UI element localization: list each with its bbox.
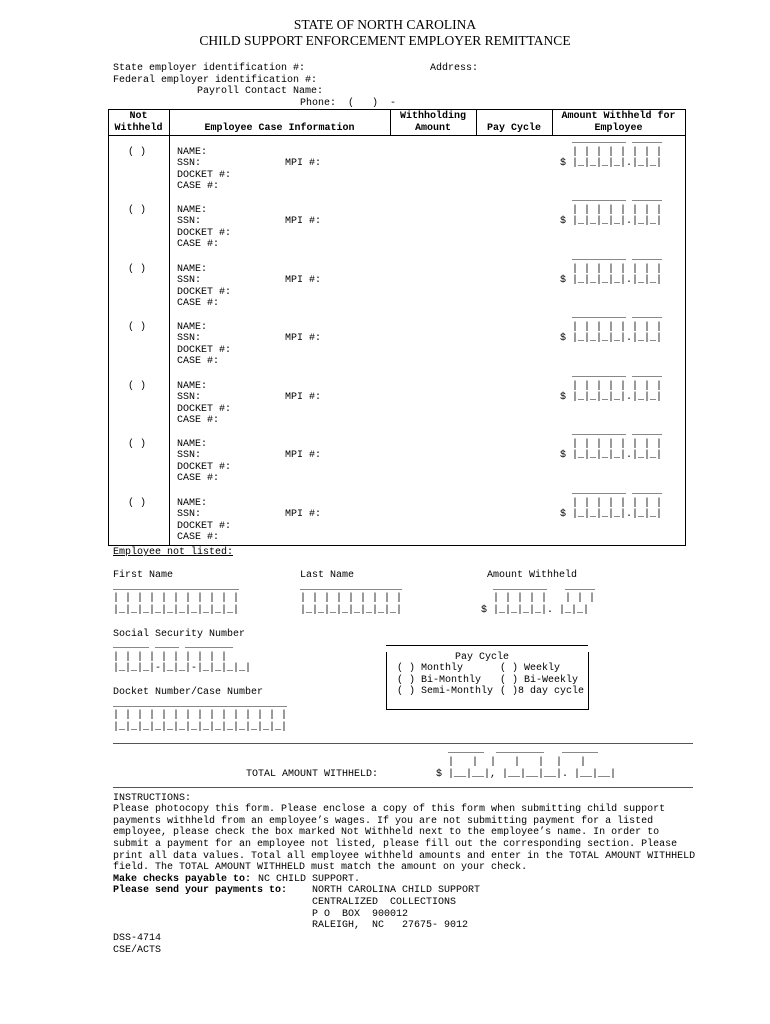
docket-case-label: Docket Number/Case Number bbox=[113, 687, 264, 698]
not-withheld-checkbox[interactable]: ( ) bbox=[128, 439, 147, 450]
ssn-box-top: ______ ____ ________ bbox=[113, 640, 234, 651]
col-header-not-withheld-2: Withheld bbox=[114, 123, 163, 134]
amount-box-mid[interactable]: | | | | | | | | bbox=[572, 147, 663, 158]
first-name-label: First Name bbox=[113, 570, 174, 581]
name-label: NAME: bbox=[177, 205, 208, 216]
ssn-label: SSN: bbox=[177, 509, 202, 520]
case-label: CASE #: bbox=[177, 356, 220, 367]
instructions-heading: INSTRUCTIONS: bbox=[113, 793, 192, 804]
amount-withheld-label: Amount Withheld bbox=[487, 570, 578, 581]
mailing-address-line: NORTH CAROLINA CHILD SUPPORT bbox=[312, 885, 481, 896]
col-header-withholding: Withholding bbox=[399, 111, 466, 122]
ssn-label: SSN: bbox=[177, 275, 202, 286]
not-withheld-checkbox[interactable]: ( ) bbox=[128, 381, 147, 392]
docket-label: DOCKET #: bbox=[177, 521, 232, 532]
col-header-pay-cycle: Pay Cycle bbox=[486, 123, 541, 134]
ssn-label: SSN: bbox=[177, 158, 202, 169]
docket-label: DOCKET #: bbox=[177, 287, 232, 298]
name-label: NAME: bbox=[177, 498, 208, 509]
form-number: DSS-4714 bbox=[113, 933, 162, 944]
docket-label: DOCKET #: bbox=[177, 404, 232, 415]
not-withheld-checkbox[interactable]: ( ) bbox=[128, 205, 147, 216]
ssn-box-bottom[interactable]: |_|_|_|-|_|_|-|_|_|_|_| bbox=[113, 663, 252, 674]
col-header-amount-withheld: Amount Withheld for bbox=[561, 111, 676, 122]
name-label: NAME: bbox=[177, 147, 208, 158]
mpi-label: MPI #: bbox=[285, 275, 322, 286]
col-header-not-withheld: Not bbox=[129, 111, 148, 122]
not-withheld-checkbox[interactable]: ( ) bbox=[128, 147, 147, 158]
state-employer-id-label: State employer identification #: bbox=[113, 63, 306, 74]
name-label: NAME: bbox=[177, 264, 208, 275]
last-name-box-top: _________________ bbox=[300, 582, 403, 593]
total-amount-input[interactable]: $ |__|__|, |__|__|__|. |__|__| bbox=[436, 769, 617, 780]
pay-cycle-bi-monthly[interactable]: ( ) Bi-Monthly bbox=[397, 675, 482, 686]
amount-box-top: _________ _____ bbox=[572, 193, 663, 204]
phone-label: Phone: ( ) - bbox=[300, 98, 397, 109]
mpi-label: MPI #: bbox=[285, 392, 322, 403]
ssn-label: SSN: bbox=[177, 450, 202, 461]
instructions-line: employee, please check the box marked Not Withheld next to the employee’s name. In order to bbox=[113, 827, 660, 838]
amount-box-bottom[interactable]: $ |_|_|_|_|.|_|_| bbox=[560, 392, 663, 403]
docket-label: DOCKET #: bbox=[177, 228, 232, 239]
amount-box-mid[interactable]: | | | | | | | | bbox=[572, 205, 663, 216]
first-name-box-top: _____________________ bbox=[113, 582, 240, 593]
case-label: CASE #: bbox=[177, 532, 220, 543]
mailing-address-line: RALEIGH, NC 27675- 9012 bbox=[312, 920, 469, 931]
amount-box-bottom[interactable]: $ |_|_|_|_|.|_|_| bbox=[560, 333, 663, 344]
amount-withheld-input[interactable]: | | | | | | | | bbox=[481, 593, 596, 604]
amount-withheld-box-bottom[interactable]: $ |_|_|_|_|. |_|_| bbox=[481, 605, 590, 616]
total-box-mid[interactable]: | | | | | | | bbox=[448, 757, 587, 768]
amount-box-bottom[interactable]: $ |_|_|_|_|.|_|_| bbox=[560, 450, 663, 461]
case-label: CASE #: bbox=[177, 473, 220, 484]
pay-cycle-semi-monthly[interactable]: ( ) Semi-Monthly bbox=[397, 686, 494, 697]
ssn-input[interactable]: | | | | | | | | | | bbox=[113, 652, 228, 663]
amount-box-mid[interactable]: | | | | | | | | bbox=[572, 439, 663, 450]
pay-cycle-monthly[interactable]: ( ) Monthly bbox=[397, 663, 464, 674]
case-label: CASE #: bbox=[177, 298, 220, 309]
address-label: Address: bbox=[430, 63, 479, 74]
not-withheld-checkbox[interactable]: ( ) bbox=[128, 264, 147, 275]
instructions-line: payments withheld from an employee’s wages. If you are not submitting payment for a listed bbox=[113, 816, 654, 827]
divider bbox=[113, 787, 693, 788]
payable-label: Make checks payable to: bbox=[113, 874, 252, 885]
amount-box-top: _________ _____ bbox=[572, 486, 663, 497]
name-label: NAME: bbox=[177, 439, 208, 450]
pay-cycle-bi-weekly[interactable]: ( ) Bi-Weekly bbox=[500, 675, 579, 686]
total-amount-label: TOTAL AMOUNT WITHHELD: bbox=[246, 769, 379, 780]
amount-box-top: _________ _____ bbox=[572, 135, 663, 146]
amount-box-bottom[interactable]: $ |_|_|_|_|.|_|_| bbox=[560, 216, 663, 227]
pay-cycle-eight-day[interactable]: ( )8 day cycle bbox=[500, 686, 585, 697]
mailing-address-line: P O BOX 900012 bbox=[312, 909, 409, 920]
amount-box-mid[interactable]: | | | | | | | | bbox=[572, 322, 663, 333]
divider bbox=[113, 743, 693, 744]
last-name-label: Last Name bbox=[300, 570, 355, 581]
ssn-label: SSN: bbox=[177, 333, 202, 344]
name-label: NAME: bbox=[177, 381, 208, 392]
case-label: CASE #: bbox=[177, 415, 220, 426]
col-header-withholding-2: Amount bbox=[414, 123, 451, 134]
mpi-label: MPI #: bbox=[285, 333, 322, 344]
form-title: STATE OF NORTH CAROLINA bbox=[293, 17, 477, 32]
docket-box-top: _____________________________ bbox=[113, 699, 288, 710]
federal-employer-id-label: Federal employer identification #: bbox=[113, 75, 318, 86]
form-subtitle: CHILD SUPPORT ENFORCEMENT EMPLOYER REMITTANCE bbox=[199, 33, 571, 48]
instructions-line: field. The TOTAL AMOUNT WITHHELD must match the amount on your check. bbox=[113, 862, 528, 873]
amount-box-mid[interactable]: | | | | | | | | bbox=[572, 264, 663, 275]
first-name-box-bottom[interactable]: |_|_|_|_|_|_|_|_|_|_| bbox=[113, 605, 240, 616]
ssn-label: SSN: bbox=[177, 216, 202, 227]
docket-label: DOCKET #: bbox=[177, 345, 232, 356]
instructions-line: print all data values. Total all employee withheld amounts and enter in the TOTAL AMOUNT WITHHELD bbox=[113, 851, 696, 862]
amount-box-bottom[interactable]: $ |_|_|_|_|.|_|_| bbox=[560, 158, 663, 169]
mailing-address-line: CENTRALIZED COLLECTIONS bbox=[312, 897, 457, 908]
employee-not-listed-heading: Employee not listed: bbox=[113, 547, 234, 558]
amount-box-bottom[interactable]: $ |_|_|_|_|.|_|_| bbox=[560, 275, 663, 286]
instructions-line: submit a payment for an employee not listed, please fill out the corresponding section. Please bbox=[113, 839, 678, 850]
docket-label: DOCKET #: bbox=[177, 462, 232, 473]
amount-box-mid[interactable]: | | | | | | | | bbox=[572, 498, 663, 509]
amount-withheld-box-top: _________ _____ bbox=[493, 582, 596, 593]
pay-cycle-weekly[interactable]: ( ) Weekly bbox=[500, 663, 561, 674]
last-name-box-bottom[interactable]: |_|_|_|_|_|_|_|_| bbox=[300, 605, 403, 616]
mpi-label: MPI #: bbox=[285, 509, 322, 520]
mpi-label: MPI #: bbox=[285, 158, 322, 169]
not-withheld-checkbox[interactable]: ( ) bbox=[128, 322, 147, 333]
case-label: CASE #: bbox=[177, 181, 220, 192]
ssn-label-not-listed: Social Security Number bbox=[113, 629, 246, 640]
amount-box-top: _________ _____ bbox=[572, 310, 663, 321]
amount-box-top: _________ _____ bbox=[572, 427, 663, 438]
first-name-input[interactable]: | | | | | | | | | | | bbox=[113, 593, 240, 604]
docket-case-input[interactable]: | | | | | | | | | | | | | | | bbox=[113, 710, 288, 721]
amount-box-top: _________ _____ bbox=[572, 252, 663, 263]
docket-label: DOCKET #: bbox=[177, 170, 232, 181]
mpi-label: MPI #: bbox=[285, 216, 322, 227]
last-name-input[interactable]: | | | | | | | | | bbox=[300, 593, 403, 604]
instructions-line: Please photocopy this form. Please enclose a copy of this form when submitting child support bbox=[113, 804, 666, 815]
total-box-top: ______ ________ ______ bbox=[448, 745, 599, 756]
amount-box-top: _________ _____ bbox=[572, 369, 663, 380]
col-header-amount-withheld-2: Employee bbox=[594, 123, 643, 134]
docket-box-bottom[interactable]: |_|_|_|_|_|_|_|_|_|_|_|_|_|_| bbox=[113, 722, 288, 733]
mpi-label: MPI #: bbox=[285, 450, 322, 461]
amount-box-mid[interactable]: | | | | | | | | bbox=[572, 381, 663, 392]
send-payments-label: Please send your payments to: bbox=[113, 885, 288, 896]
payable-value: NC CHILD SUPPORT. bbox=[258, 874, 361, 885]
ssn-label: SSN: bbox=[177, 392, 202, 403]
name-label: NAME: bbox=[177, 322, 208, 333]
form-code: CSE/ACTS bbox=[113, 945, 162, 956]
case-label: CASE #: bbox=[177, 239, 220, 250]
not-withheld-checkbox[interactable]: ( ) bbox=[128, 498, 147, 509]
col-header-case-info: Employee Case Information bbox=[204, 123, 355, 134]
payroll-contact-label: Payroll Contact Name: bbox=[197, 86, 324, 97]
amount-box-bottom[interactable]: $ |_|_|_|_|.|_|_| bbox=[560, 509, 663, 520]
pay-cycle-heading: Pay Cycle bbox=[455, 652, 510, 663]
